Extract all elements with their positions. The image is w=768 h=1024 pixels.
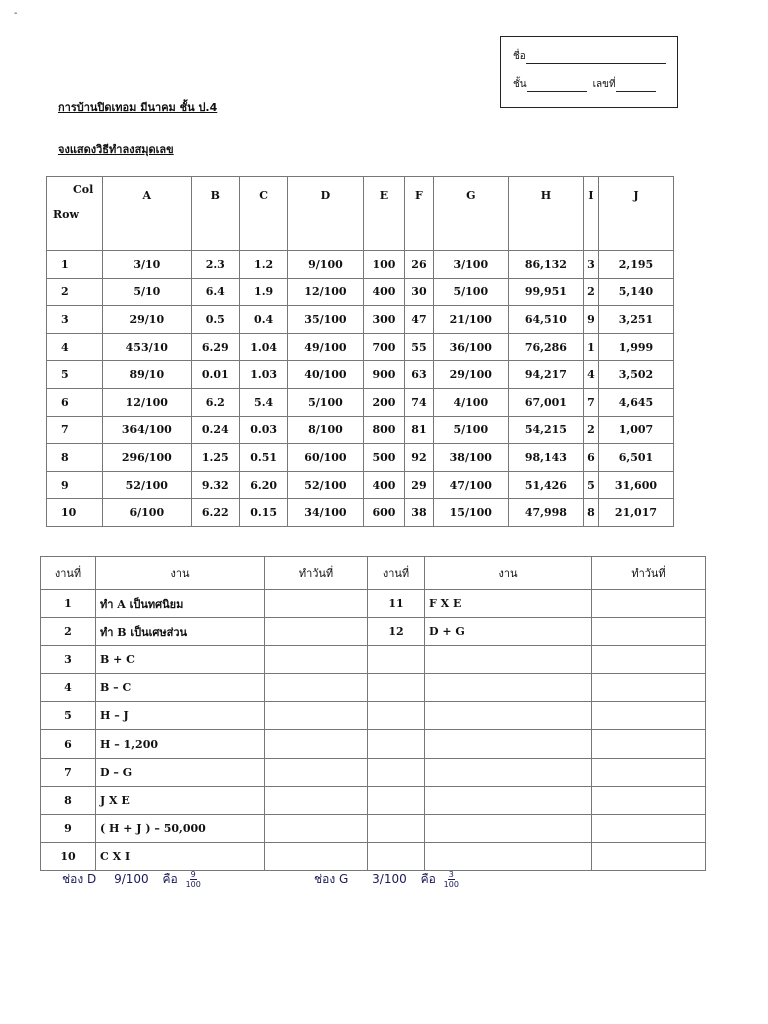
row-number: 4 [47,333,103,361]
task-header: งาน [96,557,265,590]
table-cell: 21/100 [433,306,508,334]
fraction: $\frac{9}{100}$ [185,870,201,889]
table-cell: 0.5 [191,306,239,334]
table-cell: 364/100 [103,416,192,444]
task-number [368,702,425,730]
row-number: 7 [47,416,103,444]
column-header: I [583,177,598,251]
table-cell: 1.03 [239,361,287,389]
table-cell: 47/100 [433,471,508,499]
table-cell: 99,951 [508,278,583,306]
task-text: ทำ B เป็นเศษส่วน [96,618,265,646]
task-number: 9 [41,814,96,842]
table-cell: 67,001 [508,388,583,416]
date-cell [592,758,706,786]
table-cell: 0.24 [191,416,239,444]
date-cell [592,702,706,730]
date-cell [265,674,368,702]
task-number-header: งานที่ [368,557,425,590]
table-cell: 74 [405,388,433,416]
task-number: 1 [41,590,96,618]
task-number: 5 [41,702,96,730]
date-cell [265,758,368,786]
task-number: 3 [41,646,96,674]
table-cell: 500 [363,444,405,472]
page-title: การบ้านปิดเทอม มีนาคม ชั้น ป.4 [58,101,218,114]
number-line [616,81,656,92]
column-header: C [239,177,287,251]
table-cell: 6 [583,444,598,472]
task-text: F X E [425,590,592,618]
table-row [47,361,674,389]
table-row [41,786,706,814]
task-number [368,730,425,758]
task-text [425,786,592,814]
number-label: เลขที่ [592,79,616,90]
table-cell: 40/100 [288,361,363,389]
table-cell: 1,999 [598,333,673,361]
table-cell: 51,426 [508,471,583,499]
table-cell: 5/10 [103,278,192,306]
table-cell: 800 [363,416,405,444]
date-cell [592,618,706,646]
table-row [41,758,706,786]
task-text [425,646,592,674]
table-cell: 29 [405,471,433,499]
row-number: 10 [47,499,103,527]
column-header: F [405,177,433,251]
table-row [47,251,674,279]
task-number [368,814,425,842]
table-row [47,278,674,306]
date-header: ทำวันที่ [592,557,706,590]
date-cell [265,702,368,730]
table-row [41,618,706,646]
table-cell: 6.2 [191,388,239,416]
date-cell [592,646,706,674]
task-text [425,758,592,786]
table-cell: 55 [405,333,433,361]
date-cell [592,786,706,814]
date-cell [592,730,706,758]
table-cell: 2 [583,416,598,444]
row-number: 2 [47,278,103,306]
table-row [47,306,674,334]
instruction-text: จงแสดงวิธีทำลงสมุดเลข [58,143,174,156]
task-number [368,646,425,674]
table-cell: 300 [363,306,405,334]
task-number: 12 [368,618,425,646]
table-cell: 4 [583,361,598,389]
table-cell: 9 [583,306,598,334]
table-cell: 5/100 [288,388,363,416]
row-number: 5 [47,361,103,389]
table-cell: 92 [405,444,433,472]
name-row [513,49,666,64]
table-cell: 47 [405,306,433,334]
task-text: H – J [96,702,265,730]
table-row [41,702,706,730]
corner-mark: - [14,8,18,19]
table-cell: 1.04 [239,333,287,361]
task-text: J X E [96,786,265,814]
task-number [368,842,425,870]
table-cell: 6.29 [191,333,239,361]
table-cell: 6.22 [191,499,239,527]
handwritten-note-d: ช่อง D 9/100 คือ $\frac{9}{100}$ [62,870,201,889]
date-cell [592,590,706,618]
table-row [41,674,706,702]
table-cell: 52/100 [288,471,363,499]
task-number: 4 [41,674,96,702]
table-cell: 12/100 [103,388,192,416]
table-cell: 0.15 [239,499,287,527]
date-cell [592,842,706,870]
table-cell: 5 [583,471,598,499]
table-cell: 5.4 [239,388,287,416]
table-cell: 34/100 [288,499,363,527]
class-row [513,77,656,92]
table-row [41,730,706,758]
table-cell: 3/100 [433,251,508,279]
column-header: B [191,177,239,251]
table-cell: 4/100 [433,388,508,416]
table-row [41,590,706,618]
table-cell: 6/100 [103,499,192,527]
table-cell: 2 [583,278,598,306]
table-cell: 35/100 [288,306,363,334]
table-cell: 3 [583,251,598,279]
date-cell [592,814,706,842]
table-cell: 3,502 [598,361,673,389]
table-cell: 26 [405,251,433,279]
table-cell: 98,143 [508,444,583,472]
column-header: A [103,177,192,251]
table-cell: 0.4 [239,306,287,334]
date-cell [592,674,706,702]
table-cell: 63 [405,361,433,389]
task-number: 2 [41,618,96,646]
table-cell: 89/10 [103,361,192,389]
table-cell: 30 [405,278,433,306]
table-row [47,444,674,472]
table-cell: 60/100 [288,444,363,472]
task-table [40,556,706,871]
task-header: งาน [425,557,592,590]
class-label: ชั้น [513,79,527,90]
table-row [41,842,706,870]
task-text [425,730,592,758]
task-text: ทำ A เป็นทศนิยม [96,590,265,618]
task-number [368,674,425,702]
table-cell: 81 [405,416,433,444]
table-cell: 100 [363,251,405,279]
col-row-header: Col Row [47,177,103,251]
table-cell: 2,195 [598,251,673,279]
task-text: ( H + J ) – 50,000 [96,814,265,842]
table-cell: 12/100 [288,278,363,306]
table-cell: 1,007 [598,416,673,444]
table-row [41,646,706,674]
date-cell [265,646,368,674]
task-text: H – 1,200 [96,730,265,758]
table-cell: 296/100 [103,444,192,472]
date-cell [265,618,368,646]
date-cell [265,786,368,814]
date-cell [265,842,368,870]
table-cell: 64,510 [508,306,583,334]
row-number: 8 [47,444,103,472]
row-number: 3 [47,306,103,334]
date-cell [265,730,368,758]
table-row [47,499,674,527]
table-cell: 8/100 [288,416,363,444]
table-cell: 900 [363,361,405,389]
fraction: $\frac{3}{100}$ [443,870,459,889]
task-table-body [41,590,706,871]
table-cell: 3,251 [598,306,673,334]
table-cell: 29/10 [103,306,192,334]
table-cell: 5,140 [598,278,673,306]
handwritten-note-g: ช่อง G 3/100 คือ $\frac{3}{100}$ [314,870,459,889]
table-row [41,814,706,842]
task-text [425,674,592,702]
table-cell: 76,286 [508,333,583,361]
table-cell: 7 [583,388,598,416]
task-table-header [41,557,706,590]
table-cell: 15/100 [433,499,508,527]
table-cell: 38 [405,499,433,527]
task-text: C X I [96,842,265,870]
table-cell: 5/100 [433,416,508,444]
table-cell: 600 [363,499,405,527]
table-cell: 29/100 [433,361,508,389]
table-cell: 52/100 [103,471,192,499]
table-cell: 9/100 [288,251,363,279]
table-cell: 0.03 [239,416,287,444]
task-number: 10 [41,842,96,870]
table-cell: 86,132 [508,251,583,279]
table-cell: 1.25 [191,444,239,472]
table-cell: 400 [363,278,405,306]
task-text [425,842,592,870]
column-header: G [433,177,508,251]
task-text: B + C [96,646,265,674]
task-text: D + G [425,618,592,646]
task-number-header: งานที่ [41,557,96,590]
table-cell: 21,017 [598,499,673,527]
table-cell: 5/100 [433,278,508,306]
column-header: H [508,177,583,251]
table-cell: 49/100 [288,333,363,361]
table-cell: 54,215 [508,416,583,444]
column-header: J [598,177,673,251]
table-cell: 0.01 [191,361,239,389]
name-label: ชื่อ [513,51,526,62]
task-text: B – C [96,674,265,702]
task-number [368,786,425,814]
table-cell: 453/10 [103,333,192,361]
table-cell: 1.9 [239,278,287,306]
table-cell: 6.4 [191,278,239,306]
table-cell: 4,645 [598,388,673,416]
table-cell: 2.3 [191,251,239,279]
column-header: E [363,177,405,251]
data-table-body [47,251,674,527]
row-number: 1 [47,251,103,279]
name-line [526,53,666,64]
table-cell: 400 [363,471,405,499]
row-number: 9 [47,471,103,499]
task-number: 11 [368,590,425,618]
table-cell: 1 [583,333,598,361]
table-row [47,416,674,444]
task-text [425,702,592,730]
task-text [425,814,592,842]
task-number: 7 [41,758,96,786]
table-cell: 38/100 [433,444,508,472]
table-cell: 36/100 [433,333,508,361]
table-cell: 8 [583,499,598,527]
table-cell: 31,600 [598,471,673,499]
table-cell: 0.51 [239,444,287,472]
table-cell: 9.32 [191,471,239,499]
table-row [47,333,674,361]
data-table [46,176,674,527]
student-info-box [500,36,678,108]
table-cell: 6.20 [239,471,287,499]
table-cell: 6,501 [598,444,673,472]
table-cell: 1.2 [239,251,287,279]
column-header: D [288,177,363,251]
table-row [47,471,674,499]
task-number: 8 [41,786,96,814]
class-line [527,81,587,92]
table-cell: 700 [363,333,405,361]
table-cell: 3/10 [103,251,192,279]
table-cell: 47,998 [508,499,583,527]
date-cell [265,814,368,842]
table-row [47,388,674,416]
table-cell: 94,217 [508,361,583,389]
data-table-header [47,177,674,251]
task-text: D – G [96,758,265,786]
table-cell: 200 [363,388,405,416]
task-number: 6 [41,730,96,758]
row-number: 6 [47,388,103,416]
task-number [368,758,425,786]
date-cell [265,590,368,618]
date-header: ทำวันที่ [265,557,368,590]
